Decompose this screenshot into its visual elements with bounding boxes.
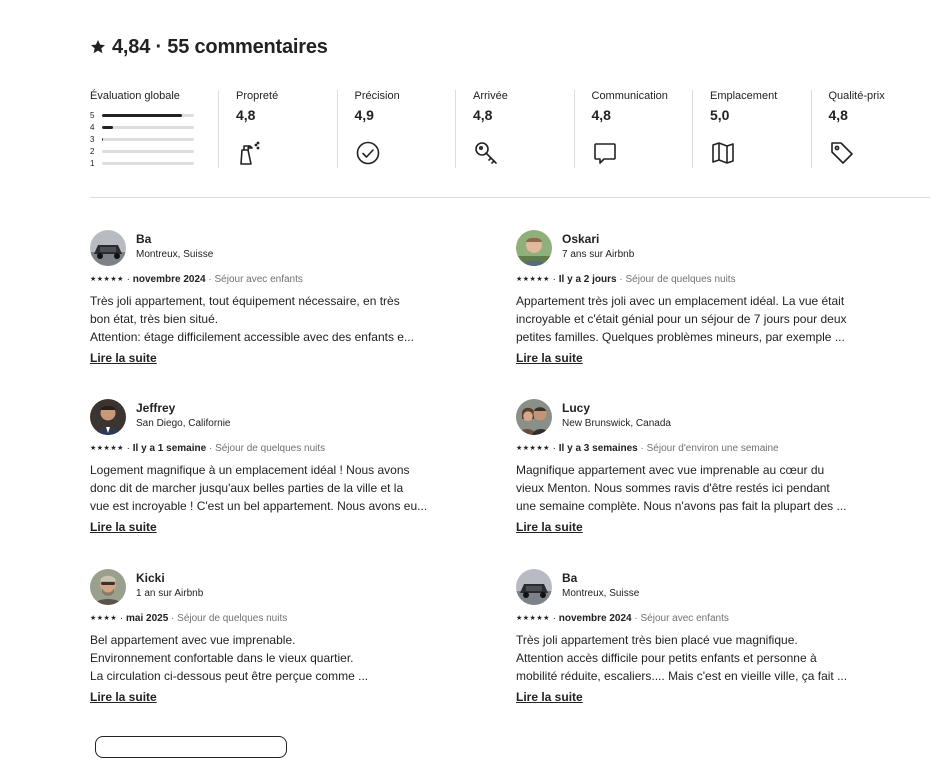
reviewer-name[interactable]: Jeffrey (136, 401, 176, 415)
review-text-line: petites familles. Quelques problèmes mineurs, par exemple ... (516, 330, 845, 344)
meta-separator: · (634, 613, 641, 624)
review-text-line: Bel appartement avec vue imprenable. (90, 633, 296, 647)
category-accuracy (337, 88, 456, 172)
meta-separator: · (619, 274, 626, 285)
reviewer-subtitle: 1 an sur Airbnb (136, 588, 204, 599)
category-value: 4,8 (828, 107, 848, 123)
review-text-line: mobilité réduite, escaliers.... Mais c'est en vieille ville, ça fait ... (516, 669, 848, 683)
review-meta (516, 274, 736, 285)
meta-separator: · (126, 443, 133, 454)
review-text (516, 631, 861, 685)
rating-bar-track (102, 114, 194, 117)
reviewer-subtitle: Montreux, Suisse (562, 588, 640, 599)
avatar[interactable] (516, 230, 552, 266)
category-label: Arrivée (473, 90, 508, 102)
rating-categories (90, 88, 930, 172)
review-text (90, 631, 435, 685)
stay-type: Séjour de quelques nuits (215, 443, 326, 454)
rating-bar-fill (102, 114, 182, 117)
review-stars: ★★★★ (90, 615, 118, 622)
review-meta (516, 443, 779, 454)
category-value: 4,8 (591, 107, 611, 123)
review-meta (90, 613, 287, 624)
rating-bar-fill (102, 126, 113, 129)
avatar[interactable] (90, 230, 126, 266)
category-label: Emplacement (710, 90, 778, 102)
reviewer-name[interactable]: Ba (136, 232, 152, 246)
meta-separator: · (552, 274, 559, 285)
meta-separator: · (126, 274, 133, 285)
review-text (90, 292, 435, 346)
meta-separator: · (552, 613, 559, 624)
rating-bar-row (90, 121, 218, 133)
reviewer-name[interactable]: Lucy (562, 401, 591, 415)
review-date: novembre 2024 (558, 613, 632, 624)
read-more-link[interactable]: Lire la suite (516, 520, 583, 534)
review-date: Il y a 1 semaine (132, 443, 207, 454)
key-icon (473, 140, 499, 166)
review-meta (90, 274, 303, 285)
check-circle-icon (355, 140, 381, 166)
rating-bar-number: 5 (90, 110, 95, 120)
review-date: Il y a 3 semaines (558, 443, 638, 454)
reviewer-name[interactable]: Kicki (136, 571, 165, 585)
read-more-link[interactable]: Lire la suite (516, 351, 583, 365)
review-stars: ★★★★★ (516, 615, 550, 622)
category-label: Communication (591, 90, 668, 102)
star-icon (90, 39, 106, 55)
stay-type: Séjour de quelques nuits (625, 274, 736, 285)
map-icon (710, 140, 736, 166)
review-date: novembre 2024 (132, 274, 206, 285)
rating-bar-number: 3 (90, 134, 95, 144)
review-text-line: donc dit de marcher jusqu'aux belles parties de la ville et la (90, 481, 404, 495)
category-location (692, 88, 811, 172)
price-tag-icon (829, 140, 855, 166)
avatar[interactable] (516, 399, 552, 435)
category-cleanliness (218, 88, 337, 172)
avatar[interactable] (90, 399, 126, 435)
category-value: 4,9 (354, 107, 374, 123)
rating-bar-row (90, 157, 218, 169)
category-label: Précision (354, 90, 400, 102)
stay-type: Séjour avec enfants (640, 613, 729, 624)
review-text-line: Attention: étage difficilement accessible avec des enfants e... (90, 330, 414, 344)
rating-bar-number: 4 (90, 122, 95, 132)
stay-type: Séjour d'environ une semaine (646, 443, 779, 454)
reviewer-subtitle: San Diego, Californie (136, 418, 231, 429)
stay-type: Séjour avec enfants (214, 274, 303, 285)
chat-bubble-icon (592, 140, 618, 166)
rating-bar-track (102, 138, 194, 141)
review-text-line: La circulation ci-dessous peut être perçue comme ... (90, 669, 369, 683)
show-all-reviews-button[interactable] (95, 736, 287, 758)
review-stars: ★★★★★ (90, 445, 124, 452)
review-stars: ★★★★★ (516, 445, 550, 452)
category-value: 4,8 (236, 107, 256, 123)
review-text-line: Magnifique appartement avec vue imprenable au cœur du (516, 463, 825, 477)
read-more-link[interactable]: Lire la suite (90, 690, 157, 704)
rating-bar-track (102, 126, 194, 129)
reviewer-subtitle: 7 ans sur Airbnb (562, 249, 635, 260)
rating-bar-number: 2 (90, 146, 95, 156)
review-text-line: Logement magnifique à un emplacement idéal ! Nous avons (90, 463, 410, 477)
category-communication (574, 88, 693, 172)
review-text-line: bon état, très bien situé. (90, 312, 219, 326)
rating-bar-track (102, 162, 194, 165)
avatar[interactable] (516, 569, 552, 605)
review-text-line: Appartement très joli avec un emplacement idéal. La vue était (516, 294, 845, 308)
review-meta (516, 613, 729, 624)
rating-bar-track (102, 150, 194, 153)
reviewer-subtitle: New Brunswick, Canada (562, 418, 671, 429)
category-label: Qualité-prix (828, 90, 885, 102)
review-text-line: une semaine complète. Nous n'avons pas fait la plupart des ... (516, 499, 847, 513)
meta-separator: · (119, 613, 126, 624)
rating-bar-row (90, 109, 218, 121)
review-stars: ★★★★★ (90, 276, 124, 283)
read-more-link[interactable]: Lire la suite (90, 520, 157, 534)
reviewer-name[interactable]: Oskari (562, 232, 600, 246)
review-text-line: Attention accès difficile pour petits enfants et personne à (516, 651, 817, 665)
category-label: Propreté (236, 90, 279, 102)
meta-separator: · (208, 274, 215, 285)
category-value: 5,0 (710, 107, 730, 123)
category-value-for-money (811, 88, 930, 172)
category-value: 4,8 (473, 107, 493, 123)
rating-bar-row (90, 133, 218, 145)
rating-summary-title: 4,84 · 55 commentaires (112, 35, 328, 58)
category-checkin (455, 88, 574, 172)
meta-separator: · (640, 443, 647, 454)
read-more-link[interactable]: Lire la suite (516, 690, 583, 704)
review-text (90, 461, 435, 515)
rating-distribution (90, 109, 218, 169)
review-text (516, 292, 861, 346)
review-text-line: vue est incroyable ! C'est un bel appartement. Nous avons eu... (90, 499, 428, 513)
review-stars: ★★★★★ (516, 276, 550, 283)
overall-rating-label: Évaluation globale (90, 90, 180, 102)
meta-separator: · (171, 613, 178, 624)
review-text-line: Très joli appartement, tout équipement nécessaire, en très (90, 294, 400, 308)
section-divider (90, 197, 930, 198)
spray-bottle-icon (236, 140, 262, 166)
review-text-line: Environnement confortable dans le vieux quartier. (90, 651, 354, 665)
read-more-link[interactable]: Lire la suite (90, 351, 157, 365)
review-meta (90, 443, 325, 454)
avatar[interactable] (90, 569, 126, 605)
review-date: Il y a 2 jours (558, 274, 617, 285)
stay-type: Séjour de quelques nuits (177, 613, 288, 624)
rating-bar-fill (102, 138, 103, 141)
reviewer-subtitle: Montreux, Suisse (136, 249, 214, 260)
review-text (516, 461, 861, 515)
review-text-line: incroyable et c'était génial pour un séjour de 7 jours pour deux (516, 312, 847, 326)
reviews-header (90, 34, 328, 60)
reviewer-name[interactable]: Ba (562, 571, 578, 585)
review-text-line: Très joli appartement très bien placé vue magnifique. (516, 633, 798, 647)
meta-separator: · (552, 443, 559, 454)
meta-separator: · (208, 443, 216, 454)
review-text-line: vieux Menton. Nous sommes ravis d'être restés ici pendant (516, 481, 830, 495)
overall-rating (90, 88, 218, 172)
review-date: mai 2025 (126, 613, 169, 624)
rating-bar-number: 1 (90, 158, 95, 168)
rating-bar-row (90, 145, 218, 157)
